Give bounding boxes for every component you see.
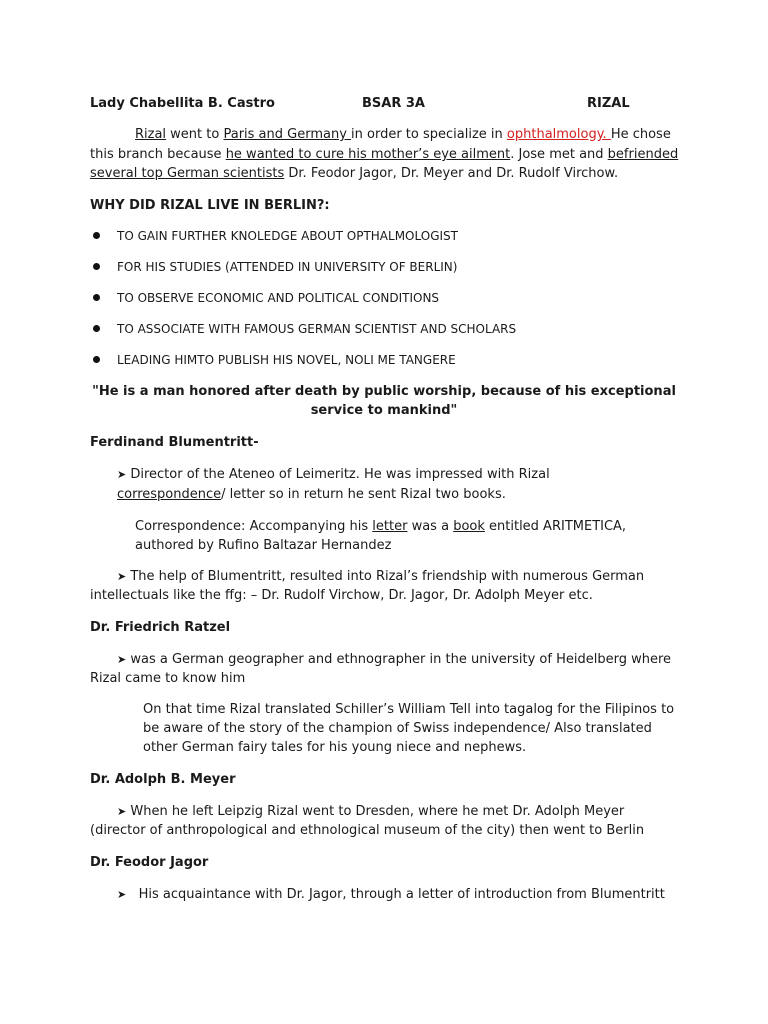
letter-term: letter <box>372 519 408 534</box>
bullet-dot-icon <box>93 325 100 332</box>
ratzel-p2-line3: other German fairy tales for his young niece and nephews. <box>143 740 527 755</box>
bullet-item: LEADING HIMTO PUBLISH HIS NOVEL, NOLI ME TANGERE <box>117 353 456 367</box>
subject-title: RIZAL <box>587 96 630 111</box>
meyer-p1-line1: ➤ When he left Leipzig Rizal went to Dresden, where he met Dr. Adolph Meyer <box>117 804 625 819</box>
book-term: book <box>453 519 485 534</box>
correspondence-line1: Correspondence: Accompanying his letter was a book entitled ARITMETICA, <box>135 519 627 534</box>
ratzel-p2-line1: On that time Rizal translated Schiller’s William Tell into tagalog for the Filipinos to <box>143 702 675 717</box>
why-heading: WHY DID RIZAL LIVE IN BERLIN?: <box>90 198 330 213</box>
arrow-bullet-icon: ➤ <box>117 570 127 583</box>
rizal-term: Rizal <box>135 127 167 142</box>
arrow-bullet-icon: ➤ <box>117 805 127 818</box>
scientists-term: several top German scientists <box>90 166 285 181</box>
ratzel-p2-line2: be aware of the story of the champion of Swiss independence/ Also translated <box>143 721 652 736</box>
bullet-item: TO OBSERVE ECONOMIC AND POLITICAL CONDITIONS <box>117 291 440 305</box>
blumentritt-p2-line1: ➤ The help of Blumentritt, resulted into Rizal’s friendship with numerous German <box>117 569 645 584</box>
meyer-p1-line2: (director of anthropological and ethnological museum of the city) then went to Berlin <box>90 823 645 838</box>
ratzel-p1-line2: Rizal came to know him <box>90 671 246 686</box>
bullet-item: TO ASSOCIATE WITH FAMOUS GERMAN SCIENTIST AND SCHOLARS <box>117 322 517 336</box>
ratzel-heading: Dr. Friedrich Ratzel <box>90 620 231 635</box>
wanted-cure-term: he wanted to cure his mother’s eye ailment <box>225 147 511 162</box>
arrow-bullet-icon: ➤ <box>117 653 127 666</box>
paris-germany-term: Paris and Germany <box>223 127 352 142</box>
blumentritt-p2-line2: intellectuals like the ffg: – Dr. Rudolf Virchow, Dr. Jagor, Dr. Adolph Meyer etc. <box>90 588 593 603</box>
bullet-dot-icon <box>93 294 100 301</box>
bullet-dot-icon <box>93 232 100 239</box>
meyer-heading: Dr. Adolph B. Meyer <box>90 772 236 787</box>
intro-line-3: several top German scientists Dr. Feodor Jagor, Dr. Meyer and Dr. Rudolf Virchow. <box>90 166 619 181</box>
arrow-bullet-icon: ➤ <box>117 468 127 481</box>
intro-line-2: this branch because he wanted to cure his mother’s eye ailment. Jose met and befriended <box>90 147 679 162</box>
correspondence-line2: authored by Rufino Baltazar Hernandez <box>135 538 392 553</box>
jagor-heading: Dr. Feodor Jagor <box>90 855 209 870</box>
blumentritt-p1-line1: ➤ Director of the Ateneo of Leimeritz. He was impressed with Rizal <box>117 467 550 482</box>
ophthalmology-term: ophthalmology. <box>506 127 611 142</box>
bullet-dot-icon <box>93 356 100 363</box>
blumentritt-p1-line2: correspondence/ letter so in return he sent Rizal two books. <box>117 487 506 502</box>
bullet-item: TO GAIN FURTHER KNOLEDGE ABOUT OPTHALMOLOGIST <box>117 229 458 243</box>
correspondence-term: correspondence <box>117 487 222 502</box>
arrow-bullet-icon: ➤ <box>117 888 127 901</box>
ratzel-p1-line1: ➤ was a German geographer and ethnographer in the university of Heidelberg where <box>117 652 672 667</box>
jagor-p1-line1: ➤ His acquaintance with Dr. Jagor, through a letter of introduction from Blumentritt <box>117 887 665 902</box>
author-name: Lady Chabellita B. Castro <box>90 96 275 111</box>
blumentritt-heading: Ferdinand Blumentritt- <box>90 435 259 450</box>
bullet-dot-icon <box>93 263 100 270</box>
intro-line-1: Rizal went to Paris and Germany in order to specialize in ophthalmology. He chose <box>135 127 671 142</box>
quote-block: "He is a man honored after death by public worship, because of his exceptional service to mankind" <box>92 384 676 418</box>
course-section: BSAR 3A <box>362 96 425 111</box>
bullet-item: FOR HIS STUDIES (ATTENDED IN UNIVERSITY OF BERLIN) <box>117 260 458 274</box>
befriended-term: befriended <box>607 147 679 162</box>
